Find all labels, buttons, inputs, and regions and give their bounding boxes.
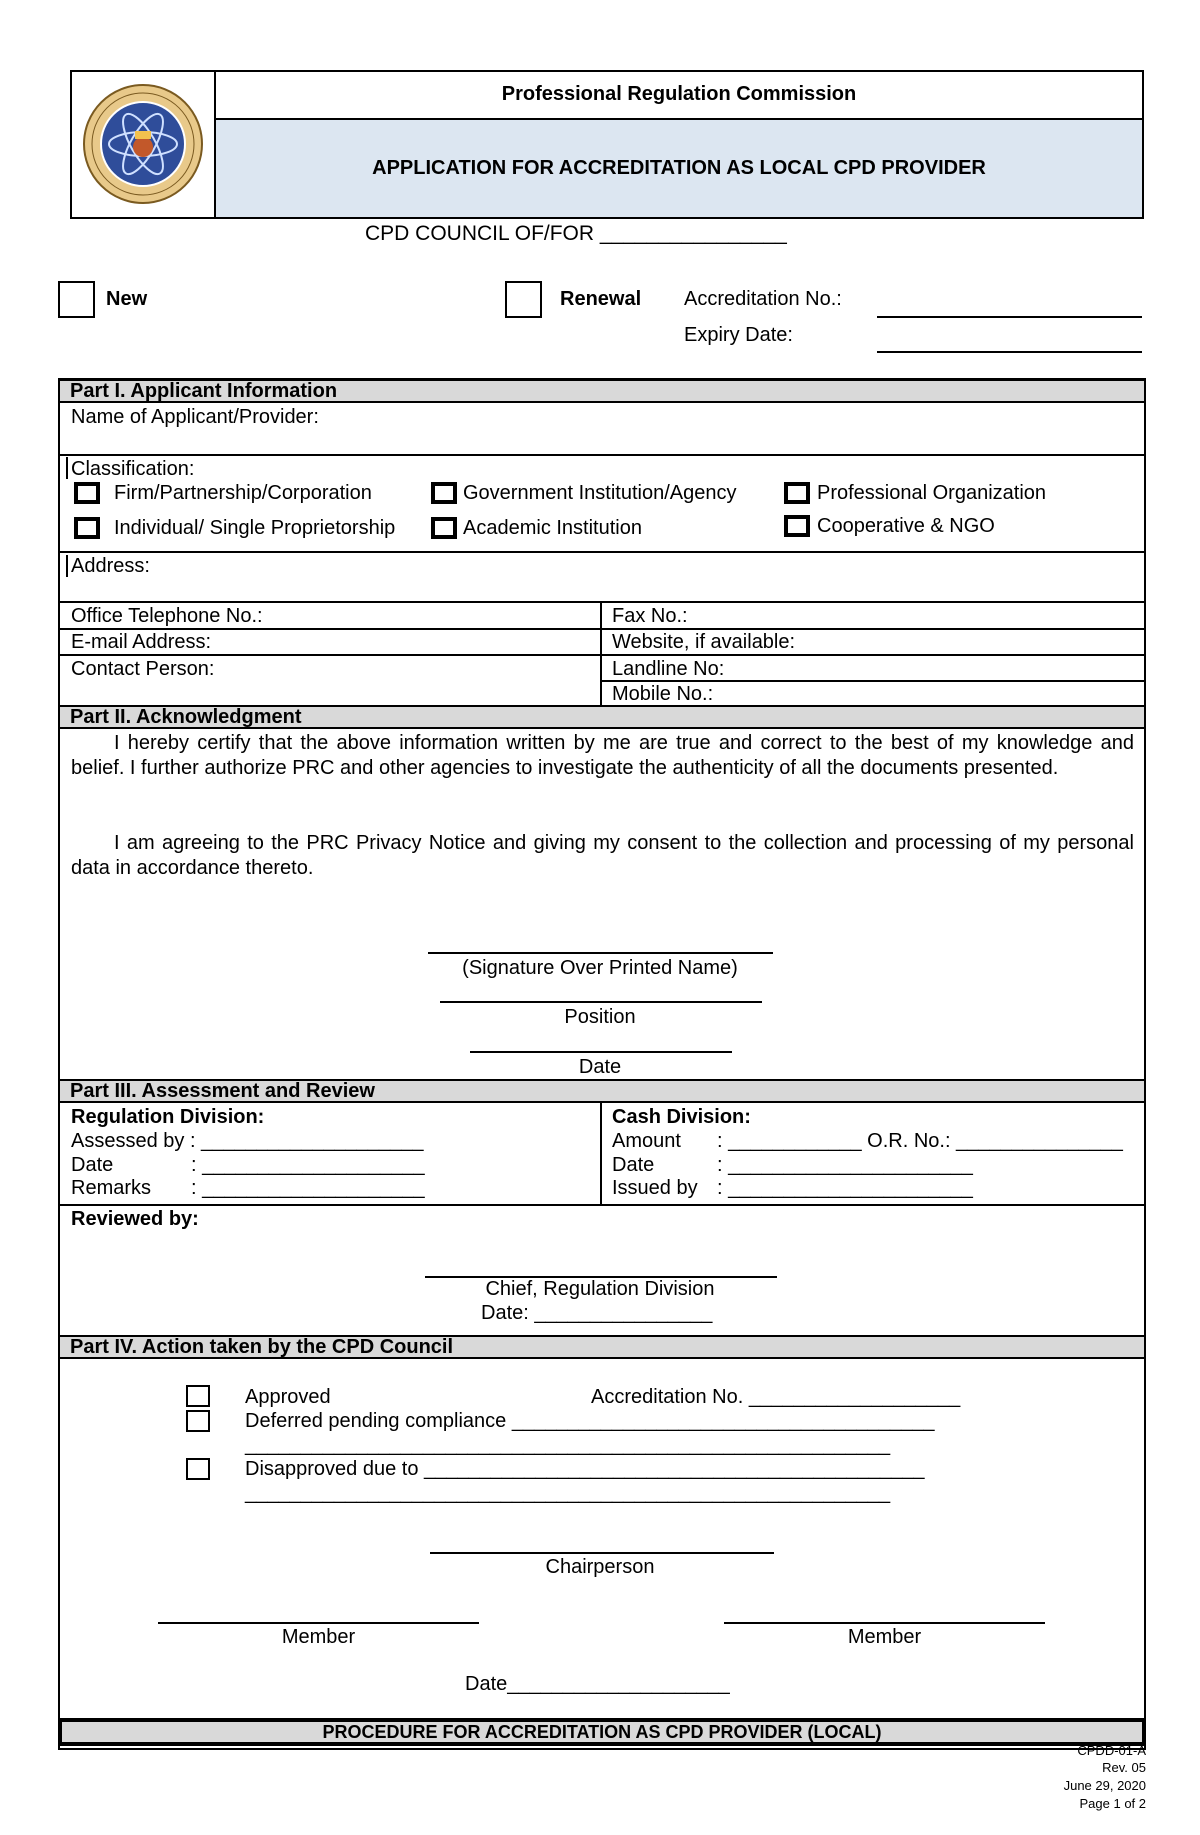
approved-label: Approved	[245, 1386, 331, 1408]
individual-label: Individual/ Single Proprietorship	[114, 517, 396, 539]
assessed-by-field[interactable]: Assessed by : ____________________	[71, 1130, 424, 1152]
regulation-division-title: Regulation Division:	[71, 1106, 265, 1128]
assessment-date-label: Date	[71, 1154, 114, 1176]
council-date-field[interactable]: Date____________________	[465, 1673, 730, 1695]
cash-date-label: Date	[612, 1154, 655, 1176]
date-line[interactable]	[470, 1051, 732, 1053]
name-of-applicant-label: Name of Applicant/Provider:	[71, 406, 319, 428]
government-label: Government Institution/Agency	[463, 482, 737, 504]
chairperson-signature-line[interactable]	[430, 1552, 774, 1554]
amount-label: Amount	[612, 1130, 681, 1152]
part4-header: Part IV. Action taken by the CPD Council	[60, 1335, 1144, 1359]
disapproved-checkbox[interactable]	[186, 1458, 210, 1480]
disapproved-continuation[interactable]: __________________________________________________________	[245, 1482, 891, 1504]
accreditation-no-line[interactable]	[877, 316, 1142, 318]
accreditation-no-field[interactable]: Accreditation No. ___________________	[591, 1386, 961, 1408]
procedure-title-bar: PROCEDURE FOR ACCREDITATION AS CPD PROVIDER (LOCAL)	[58, 1718, 1146, 1746]
acknowledgment-paragraph-2: I am agreeing to the PRC Privacy Notice and giving my consent to the collection and processing of my personal data in accordance thereto.	[71, 832, 1134, 879]
remarks-label: Remarks	[71, 1177, 152, 1199]
firm-label: Firm/Partnership/Corporation	[114, 482, 372, 504]
renewal-label: Renewal	[560, 288, 642, 310]
disapproved-field[interactable]: Disapproved due to _____________________________________________	[245, 1458, 925, 1480]
position-line[interactable]	[440, 1001, 762, 1003]
form-code: CPDD-01-A	[1077, 1743, 1146, 1758]
form-title: APPLICATION FOR ACCREDITATION AS LOCAL CPD PROVIDER	[216, 120, 1142, 217]
expiry-date-label: Expiry Date:	[684, 324, 793, 346]
remarks-field[interactable]: : ____________________	[191, 1177, 425, 1199]
chief-label: Chief, Regulation Division	[485, 1278, 715, 1300]
academic-label: Academic Institution	[463, 517, 642, 539]
cash-date-field[interactable]: : ______________________	[717, 1154, 973, 1176]
council-line: CPD COUNCIL OF/FOR ________________	[365, 222, 787, 245]
renewal-checkbox[interactable]	[505, 281, 542, 318]
contact-person-label: Contact Person:	[71, 658, 215, 680]
email-label: E-mail Address:	[71, 631, 212, 653]
revision-date: June 29, 2020	[1063, 1778, 1146, 1793]
cooperative-checkbox[interactable]	[784, 515, 810, 537]
part3-header: Part III. Assessment and Review	[60, 1079, 1144, 1103]
firm-checkbox[interactable]	[74, 482, 100, 504]
chief-date-field[interactable]: Date: ________________	[481, 1302, 713, 1324]
page-number: Page 1 of 2	[1079, 1796, 1146, 1811]
approved-checkbox[interactable]	[186, 1385, 210, 1407]
website-label: Website, if available:	[612, 631, 796, 653]
new-checkbox[interactable]	[58, 281, 95, 318]
classification-label: Classification:	[71, 458, 195, 480]
row-divider	[60, 628, 1144, 630]
row-divider	[60, 551, 1144, 553]
cash-division-title: Cash Division:	[612, 1106, 751, 1128]
member-right-signature-line[interactable]	[724, 1622, 1045, 1624]
row-divider	[60, 454, 1144, 456]
accreditation-no-label: Accreditation No.:	[684, 288, 842, 310]
deferred-continuation[interactable]: __________________________________________________________	[245, 1434, 891, 1456]
issued-by-label: Issued by	[612, 1177, 698, 1199]
government-checkbox[interactable]	[431, 482, 457, 504]
classification-marker	[66, 555, 68, 577]
prc-seal-icon	[82, 83, 204, 205]
member-left-label: Member	[281, 1626, 356, 1648]
chairperson-label: Chairperson	[545, 1556, 655, 1578]
header-box	[70, 70, 1144, 219]
professional-org-label: Professional Organization	[817, 482, 1047, 504]
row-divider	[60, 654, 1144, 656]
row-divider	[60, 601, 1144, 603]
signature-label: (Signature Over Printed Name)	[462, 957, 738, 979]
office-tel-label: Office Telephone No.:	[71, 605, 263, 627]
classification-marker	[66, 457, 68, 479]
row-divider	[601, 680, 1144, 682]
part2-header: Part II. Acknowledgment	[60, 705, 1144, 729]
agency-name: Professional Regulation Commission	[216, 72, 1142, 120]
academic-checkbox[interactable]	[431, 517, 457, 539]
member-right-label: Member	[847, 1626, 922, 1648]
column-divider	[600, 1103, 602, 1205]
amount-or-field[interactable]: : ____________ O.R. No.: _______________	[717, 1130, 1123, 1152]
date-label: Date	[578, 1056, 622, 1078]
landline-label: Landline No:	[612, 658, 725, 680]
seal-cell	[72, 72, 216, 217]
professional-org-checkbox[interactable]	[784, 482, 810, 504]
deferred-checkbox[interactable]	[186, 1410, 210, 1432]
issued-by-field[interactable]: : ______________________	[717, 1177, 973, 1199]
row-divider	[60, 1204, 1144, 1206]
signature-line[interactable]	[428, 952, 773, 954]
part1-header: Part I. Applicant Information	[60, 379, 1144, 403]
assessment-date-field[interactable]: : ____________________	[191, 1154, 425, 1176]
fax-label: Fax No.:	[612, 605, 688, 627]
individual-checkbox[interactable]	[74, 517, 100, 539]
acknowledgment-paragraph-1: I hereby certify that the above information written by me are true and correct to the best of my knowledge and belief. I further authorize PRC and other agencies to investigate the authenticity of all the documents presented.	[71, 732, 1134, 779]
mobile-label: Mobile No.:	[612, 683, 714, 705]
member-left-signature-line[interactable]	[158, 1622, 479, 1624]
expiry-date-line[interactable]	[877, 351, 1142, 353]
position-label: Position	[564, 1006, 636, 1028]
cooperative-label: Cooperative & NGO	[817, 515, 995, 537]
new-label: New	[106, 288, 148, 310]
deferred-field[interactable]: Deferred pending compliance ______________________________________	[245, 1410, 935, 1432]
revision: Rev. 05	[1102, 1760, 1146, 1775]
reviewed-by-label: Reviewed by:	[71, 1208, 199, 1230]
address-label: Address:	[71, 555, 150, 577]
